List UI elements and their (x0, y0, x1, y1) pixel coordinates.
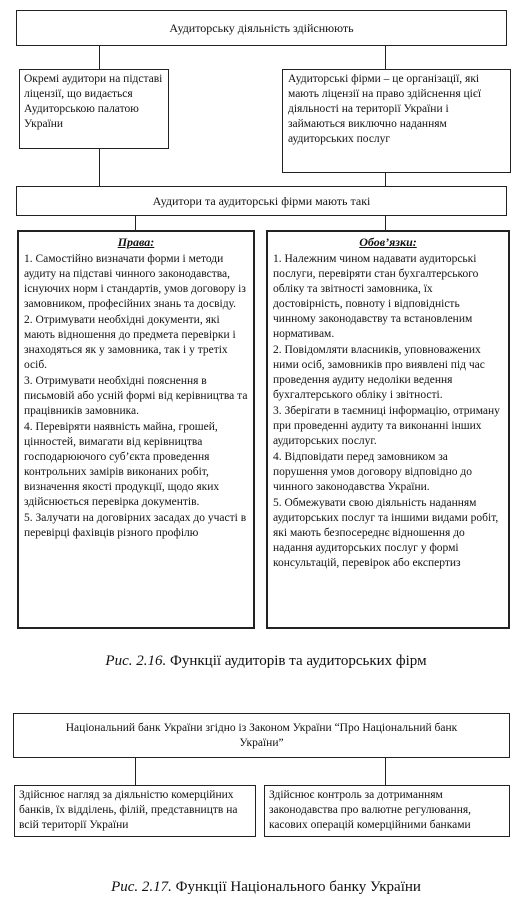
connector (99, 149, 100, 186)
connector (99, 46, 100, 69)
caption-text: Функції Національного банку України (175, 879, 421, 895)
individual-auditors-text: Окремі аудитори на підставі ліцензії, що видається Аудиторською палатою України (24, 73, 163, 130)
rights-duties-header-text: Аудитори та аудиторські фірми мають такі (152, 193, 371, 208)
duties-box (266, 230, 510, 629)
list-item: 3. Отримувати необхідні пояснення в письмовій або усній формі від керівництва та працівників замовника. (24, 375, 248, 417)
audit-firms-box (282, 69, 511, 173)
duties-title: Обов’язки: (359, 235, 417, 249)
auditing-performers-box (16, 10, 507, 46)
caption-text: Функції аудиторів та аудиторських фірм (170, 653, 427, 669)
connector (135, 758, 136, 785)
nbu-law-box (13, 713, 510, 758)
connector (385, 46, 386, 69)
nbu-law-text: Національний банк України згідно із Законом України “Про Національний банк України” (65, 721, 458, 749)
figure-caption-2-16 (0, 652, 532, 670)
connector (385, 173, 386, 186)
list-item: 4. Перевіряти наявність майна, грошей, цінностей, вимагати від керівництва господарюючого суб’єкта проведення контрольних замірів виконаних робіт, визначення якості продукції, щодо яких здійснюється перевірка документів. (24, 421, 220, 508)
auditing-performers-text: Аудиторську діяльність здійснюють (169, 20, 354, 35)
list-item: 5. Залучати на договірних засадах до участі в перевірці фахівців різного профілю (24, 512, 247, 539)
connector (385, 216, 386, 230)
list-item: 1. Самостійно визначати форми і методи аудиту на підставі чинного законодавства, існуючих норм і стандартів, умов договору із замовником, професійних знань та досвіду. (24, 253, 246, 310)
caption-number: Рис. 2.17. (111, 879, 172, 895)
connector (385, 758, 386, 785)
list-item: 4. Відповідати перед замовником за порушення умов договору відповідно до чинного законодавства України. (273, 451, 472, 493)
currency-control-box (264, 785, 510, 837)
rights-list (24, 252, 248, 541)
list-item: 2. Повідомляти власників, уповноважених ними осіб, замовників про виявлені під час проведення аудиту недоліки ведення бухгалтерського обліку і звітності. (273, 344, 485, 401)
audit-firms-text: Аудиторські фірми – це організації, які мають ліцензії на право здійснення цієї діяльності на території України і займаються виключно наданням аудиторських послуг (288, 73, 482, 145)
figure-caption-2-17 (0, 878, 532, 896)
list-item: 3. Зберігати в таємниці інформацію, отриману при проведенні аудиту та виконанні інших аудиторських послуг. (273, 405, 500, 447)
caption-number: Рис. 2.16. (105, 653, 167, 669)
currency-control-text: Здійснює контроль за дотриманням законодавства про валютне регулювання, касових операцій комерційними банками (269, 789, 472, 831)
list-item: 1. Належним чином надавати аудиторські послуги, перевіряти стан бухгалтерського обліку та звітності замовника, їх достовірність, повноту і відповідність чинному законодавству та встановленим нормативам. (273, 253, 479, 340)
individual-auditors-box (19, 69, 169, 149)
duties-list (273, 252, 503, 571)
bank-supervision-text: Здійснює нагляд за діяльністю комерційних банків, їх відділень, філій, представництв на всій території України (19, 789, 238, 831)
list-item: 5. Обмежувати свою діяльність наданням аудиторських послуг та іншими видами робіт, які мають безпосереднє відношення до надання аудиторських послуг у формі консультацій, перевірок або експертиз (273, 497, 499, 569)
list-item: 2. Отримувати необхідні документи, які мають відношення до предмета перевірки і знаходяться як у замовника, так і у третіх осіб. (24, 314, 236, 371)
rights-title: Права: (117, 235, 155, 249)
connector (135, 216, 136, 230)
rights-duties-header-box (16, 186, 507, 216)
bank-supervision-box (14, 785, 256, 837)
rights-box (17, 230, 255, 629)
